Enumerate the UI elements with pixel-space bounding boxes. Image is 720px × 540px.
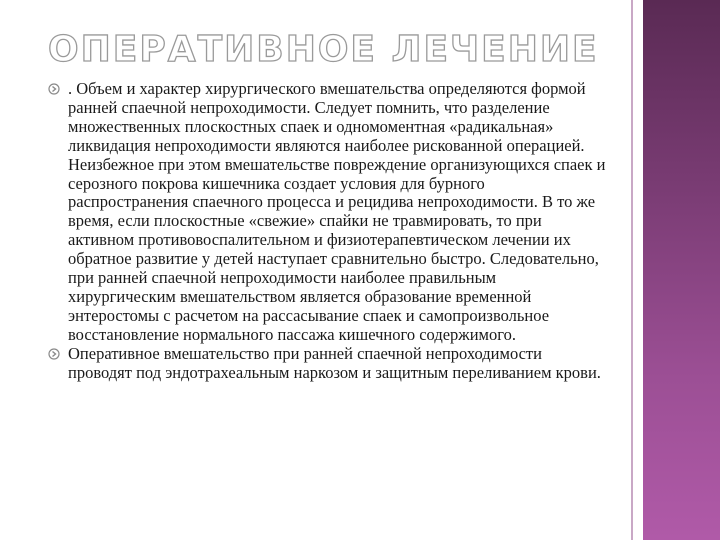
bullet-list <box>48 80 608 383</box>
side-decoration-panel <box>643 0 720 540</box>
side-divider <box>631 0 633 540</box>
bullet-text: . Объем и характер хирургического вмешательства определяются формой ранней спаечной непроходимости. Следует помнить, что разделение множественных плоскостных спаек и одномоментная «радикальная» ликвидация непроходимости являются наиболее рискованной операцией. Неизбежное при этом вмешательстве повреждение организующихся спаек и серозного покрова кишечника создает условия для бурного распространения спаечного процесса и рецидива непроходимости. В то же время, если плоскостные «свежие» спайки не травмировать, то при активном противовоспалительном и физиотерапевтическом лечении их обратное развитие у детей наступает сравнительно быстро. Следовательно, при ранней спаечной непроходимости наиболее правильным хирургическим вмешательством является образование временной энтеростомы с расчетом на рассасывание спаек и самопроизвольное восстановление нормального пассажа кишечного содержимого. <box>68 79 606 344</box>
slide-title: ОПЕРАТИВНОЕ ЛЕЧЕНИЕ <box>48 29 599 70</box>
circled-arrow-icon <box>48 83 60 95</box>
bullet-item <box>48 80 608 345</box>
circled-arrow-icon <box>48 348 60 360</box>
bullet-item <box>48 345 608 383</box>
bullet-text: Оперативное вмешательство при ранней спаечной непроходимости проводят под эндотрахеальным наркозом и защитным переливанием крови. <box>68 343 601 382</box>
